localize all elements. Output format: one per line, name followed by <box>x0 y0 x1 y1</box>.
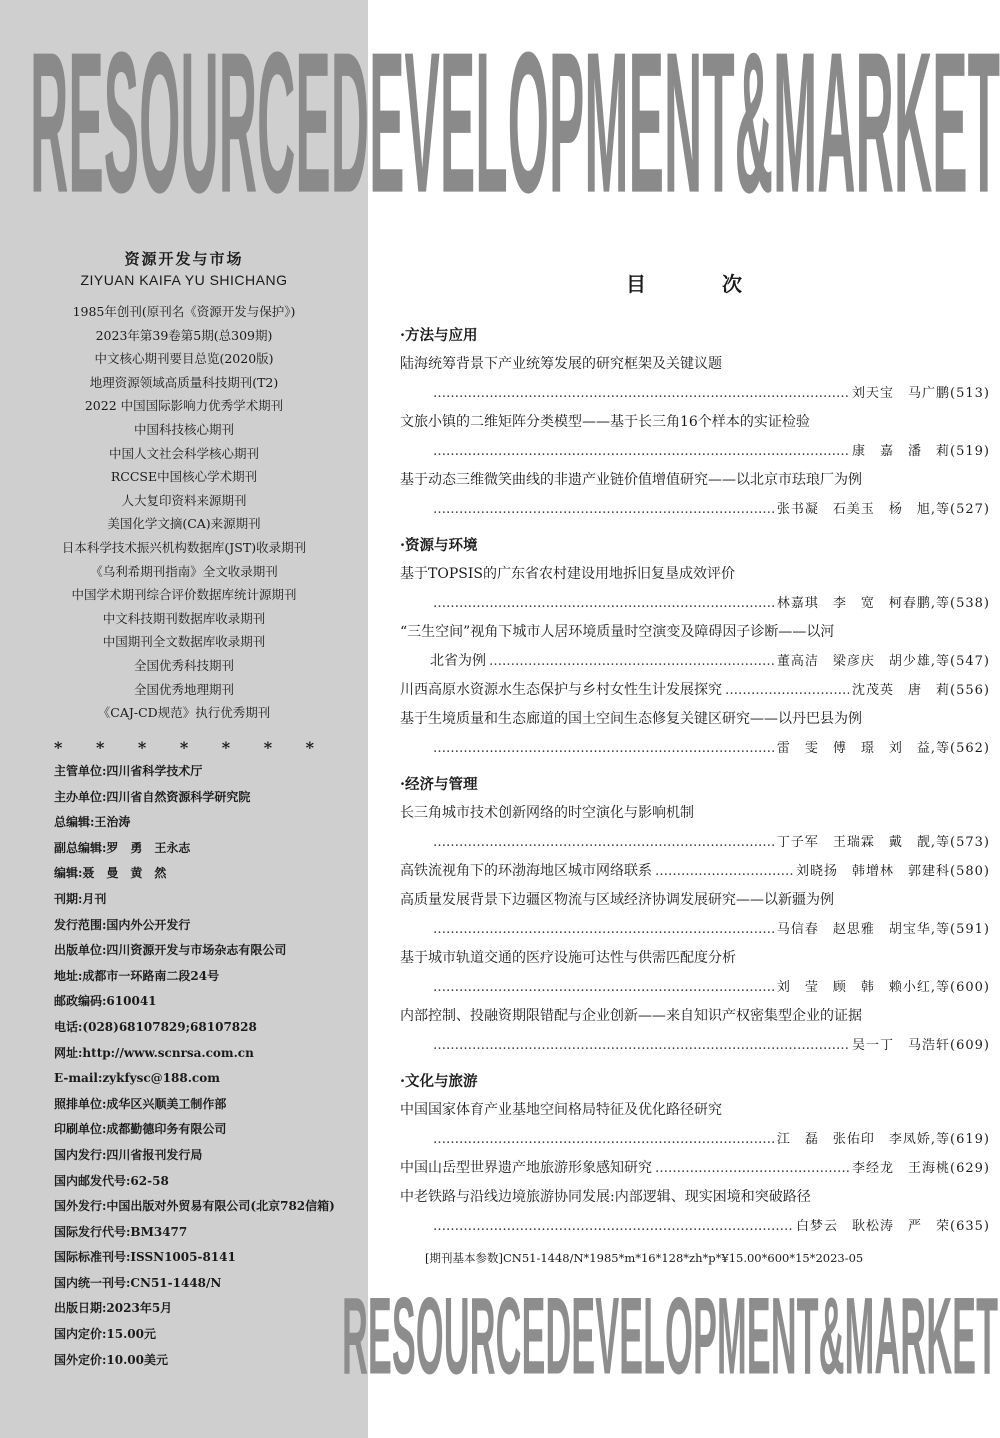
article-byline <box>400 647 990 676</box>
leader-dots <box>433 973 774 1002</box>
article-title[interactable]: 高铁流视角下的环渤海地区城市网络联系 <box>400 863 652 879</box>
leader-dots <box>725 676 849 705</box>
article-title[interactable]: 基于城市轨道交通的医疗设施可达性与供需匹配度分析 <box>400 950 736 966</box>
info-line: 中国学术期刊综合评价数据库统计源期刊 <box>71 587 297 603</box>
journal-title: 资源开发与市场 <box>124 250 244 268</box>
article-authors: 刘天宝 马广鹏(513) <box>852 386 990 401</box>
star: * <box>179 738 189 757</box>
star: * <box>305 738 314 757</box>
section-heading: ·文化与旅游 <box>400 1073 478 1090</box>
leader-dots <box>489 647 774 676</box>
info-line: 中国科技核心期刊 <box>133 421 234 437</box>
banner-top-text: RESOURCEDEVELOPMENT&MARKET <box>30 20 1000 230</box>
info-line: 日本科学技术振兴机构数据库(JST)收录期刊 <box>61 539 307 555</box>
publication-info-list <box>54 759 366 1373</box>
article-byline <box>400 915 990 944</box>
banner-graphic-bottom <box>340 1282 1000 1392</box>
info-line: 中国期刊全文数据库收录期刊 <box>102 634 266 650</box>
article-authors: 董高洁 梁彦庆 胡少雄,等(547) <box>776 654 990 669</box>
leader-dots <box>433 1212 793 1241</box>
leader-dots <box>655 857 793 886</box>
article-byline <box>400 973 990 1002</box>
info-line: 中文科技期刊数据库收录期刊 <box>102 610 266 626</box>
info-line: 中国人文社会科学核心期刊 <box>108 445 259 461</box>
star: * <box>263 738 273 757</box>
pub-line: 印刷单位:成都勤德印务有限公司 <box>54 1122 227 1137</box>
leader-dots <box>655 1154 849 1183</box>
pub-line: 网址:http://www.scnrsa.com.cn <box>54 1045 254 1060</box>
leader-dots <box>433 915 774 944</box>
title-banner-top <box>0 20 1000 230</box>
pub-line: 国外定价:10.00美元 <box>54 1352 169 1367</box>
pub-line: 国外发行:中国出版对外贸易有限公司(北京782信箱) <box>54 1199 335 1214</box>
info-line: 2022 中国国际影响力优秀学术期刊 <box>84 398 284 414</box>
leader-dots <box>433 1031 849 1060</box>
article-title[interactable]: 川西高原水资源水生态保护与乡村女性生计发展探究 <box>400 682 722 698</box>
article-authors: 刘 莹 顾 韩 赖小红,等(600) <box>776 980 990 995</box>
pub-line: 主办单位:四川省自然资源科学研究院 <box>54 789 251 804</box>
article-authors: 林嘉琪 李 宽 柯春鹏,等(538) <box>776 596 990 611</box>
article-title[interactable]: 基于动态三维微笑曲线的非遗产业链价值增值研究——以北京市珐琅厂为例 <box>400 472 862 488</box>
journal-parameters: [期刊基本参数]CN51-1448/N*1985*m*16*128*zh*p*¥15.00*600*15*2023-05 <box>425 1251 864 1265</box>
pub-line: 邮政编码:610041 <box>54 994 157 1009</box>
article-authors: 刘晓扬 韩增林 郭建科(580) <box>796 864 990 879</box>
article-byline <box>400 828 990 857</box>
pub-line: 电话:(028)68107829;68107828 <box>54 1019 257 1034</box>
article-title[interactable]: 基于TOPSIS的广东省农村建设用地拆旧复垦成效评价 <box>400 566 735 582</box>
article-byline-inline <box>400 1154 990 1183</box>
pub-line: 出版日期:2023年5月 <box>54 1301 173 1316</box>
leader-dots <box>433 828 774 857</box>
article-authors: 江 磊 张佑印 李凤娇,等(619) <box>776 1132 990 1147</box>
journal-info-list <box>0 300 368 725</box>
article-title[interactable]: 长三角城市技术创新网络的时空演化与影响机制 <box>400 805 694 821</box>
article-byline-inline <box>400 857 990 886</box>
info-line: 全国优秀科技期刊 <box>133 657 234 673</box>
article-byline <box>400 734 990 763</box>
star: * <box>221 738 231 757</box>
article-authors: 李经龙 王海桃(629) <box>852 1161 990 1176</box>
article-byline <box>400 379 990 408</box>
article-title[interactable]: 高质量发展背景下边疆区物流与区域经济协调发展研究——以新疆为例 <box>400 892 834 908</box>
journal-pinyin: ZIYUAN KAIFA YU SHICHANG <box>80 272 288 288</box>
section-heading: ·经济与管理 <box>400 776 478 793</box>
pub-line: 发行范围:国内外公开发行 <box>54 917 191 932</box>
info-line: RCCSE中国核心学术期刊 <box>110 469 258 485</box>
pub-line: 地址:成都市一环路南二段24号 <box>54 968 220 983</box>
article-byline <box>400 437 990 466</box>
article-title[interactable]: 陆海统筹背景下产业统筹发展的研究框架及关键议题 <box>400 356 722 372</box>
separator-stars <box>54 738 314 757</box>
info-line: 《CAJ-CD规范》执行优秀期刊 <box>97 705 271 721</box>
info-line: 美国化学文摘(CA)来源期刊 <box>107 516 261 532</box>
pub-line: 国内定价:15.00元 <box>54 1327 157 1342</box>
leader-dots <box>433 734 774 763</box>
leader-dots <box>433 379 849 408</box>
section-heading: ·方法与应用 <box>400 327 478 344</box>
pub-line: 国际发行代号:BM3477 <box>54 1224 188 1239</box>
article-byline <box>400 1212 990 1241</box>
pub-line: 总编辑:王治涛 <box>54 815 131 830</box>
title-banner-bottom <box>340 1282 1000 1392</box>
article-authors: 白梦云 耿松涛 严 荣(635) <box>796 1219 990 1234</box>
article-title[interactable]: 中国山岳型世界遗产地旅游形象感知研究 <box>400 1160 652 1176</box>
info-line: 人大复印资料来源期刊 <box>121 492 247 508</box>
pub-line: 国内发行:四川省报刊发行局 <box>54 1147 203 1162</box>
star: * <box>137 738 147 757</box>
pub-line: 出版单位:四川资源开发与市场杂志有限公司 <box>54 943 287 958</box>
article-title[interactable]: 内部控制、投融资期限错配与企业创新——来自知识产权密集型企业的证据 <box>400 1008 862 1024</box>
article-authors: 张书凝 石美玉 杨 旭,等(527) <box>776 502 990 517</box>
banner-graphic <box>0 20 1000 230</box>
banner-bottom-text: RESOURCEDEVELOPMENT&MARKET <box>342 1282 998 1392</box>
article-title[interactable]: 基于生境质量和生态廊道的国土空间生态修复关键区研究——以丹巴县为例 <box>400 711 862 727</box>
article-byline <box>400 495 990 524</box>
info-line: 2023年第39卷第5期(总309期) <box>95 327 273 343</box>
article-title[interactable]: 中国国家体育产业基地空间格局特征及优化路径研究 <box>400 1102 722 1118</box>
leader-dots <box>433 495 774 524</box>
info-line: 全国优秀地理期刊 <box>133 681 234 697</box>
article-authors: 吴一丁 马浩轩(609) <box>852 1038 990 1053</box>
leader-dots <box>433 589 774 618</box>
article-title[interactable]: 文旅小镇的二维矩阵分类模型——基于长三角16个样本的实证检验 <box>400 414 810 430</box>
pub-line: 副总编辑:罗 勇 王永志 <box>54 840 191 855</box>
article-title-continuation[interactable]: 北省为例 <box>430 653 486 669</box>
pub-line: 编辑:聂 曼 黄 然 <box>54 866 167 881</box>
pub-line: 主管单位:四川省科学技术厅 <box>54 764 203 778</box>
article-byline <box>400 1125 990 1154</box>
article-byline <box>400 1031 990 1060</box>
toc-heading: 目 次 <box>626 272 770 296</box>
pub-line: 照排单位:成华区兴顺美工制作部 <box>54 1096 227 1111</box>
article-byline <box>400 589 990 618</box>
article-byline-inline <box>400 676 990 705</box>
article-authors: 沈茂英 唐 莉(556) <box>852 683 990 698</box>
article-authors: 丁子军 王瑞霖 戴 靓,等(573) <box>776 835 990 850</box>
info-line: 1985年创刊(原刊名《资源开发与保护》) <box>72 304 296 319</box>
article-authors: 雷 雯 傅 璟 刘 益,等(562) <box>776 741 990 756</box>
star: * <box>95 738 105 757</box>
info-line: 《乌利希期刊指南》全文收录期刊 <box>90 563 278 579</box>
info-line: 中文核心期刊要目总览(2020版) <box>94 351 274 367</box>
pub-line: 刊期:月刊 <box>54 891 107 906</box>
article-authors: 康 嘉 潘 莉(519) <box>852 444 990 459</box>
pub-line: 国内邮发代号:62-58 <box>54 1173 169 1188</box>
leader-dots <box>433 1125 774 1154</box>
pub-line: E-mail:zykfysc@188.com <box>54 1071 220 1086</box>
article-title[interactable]: 中老铁路与沿线边境旅游协同发展:内部逻辑、现实困境和突破路径 <box>400 1189 811 1205</box>
article-title[interactable]: “三生空间”视角下城市人居环境质量时空演变及障碍因子诊断——以河 <box>400 624 835 640</box>
article-authors: 马信春 赵思雅 胡宝华,等(591) <box>776 922 990 937</box>
star: * <box>54 738 63 757</box>
pub-line: 国内统一刊号:CN51-1448/N <box>54 1275 222 1290</box>
section-heading: ·资源与环境 <box>400 537 478 554</box>
leader-dots <box>433 437 849 466</box>
info-line: 地理资源领域高质量科技期刊(T2) <box>89 374 279 390</box>
pub-line: 国际标准刊号:ISSN1005-8141 <box>54 1250 236 1265</box>
table-of-contents <box>400 320 990 1241</box>
